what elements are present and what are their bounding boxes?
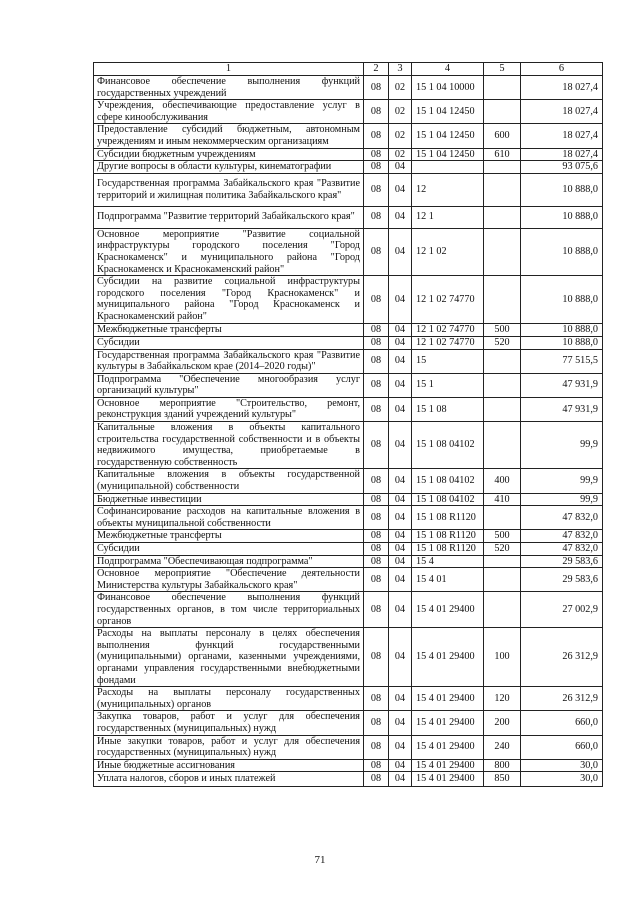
row-subsection-cell: 04 [389,228,412,275]
row-section-cell: 08 [364,568,389,592]
table-row [94,555,603,568]
row-sum-cell: 18 027,4 [521,148,603,161]
row-target-code-cell: 15 4 [412,555,484,568]
row-name-cell: Подпрограмма "Развитие территорий Забайкальского края" [94,206,364,228]
row-section-cell: 08 [364,76,389,100]
row-expense-type-cell [484,173,521,206]
row-expense-type-cell: 410 [484,493,521,506]
row-subsection-cell: 04 [389,373,412,397]
row-sum-cell: 10 888,0 [521,173,603,206]
row-expense-type-cell [484,592,521,628]
row-sum-cell: 10 888,0 [521,323,603,336]
row-subsection-cell: 04 [389,506,412,530]
row-sum-cell: 26 312,9 [521,687,603,711]
row-name-cell: Бюджетные инвестиции [94,493,364,506]
row-section-cell: 08 [364,161,389,174]
row-sum-cell: 10 888,0 [521,336,603,349]
row-section-cell: 08 [364,555,389,568]
row-subsection-cell: 04 [389,161,412,174]
row-expense-type-cell [484,206,521,228]
row-section-cell: 08 [364,772,389,787]
row-target-code-cell: 12 1 [412,206,484,228]
row-target-code-cell: 15 4 01 29400 [412,735,484,759]
table-row [94,735,603,759]
header-col-4: 4 [412,63,484,76]
table-row [94,628,603,687]
row-subsection-cell: 04 [389,276,412,323]
row-sum-cell: 29 583,6 [521,568,603,592]
row-target-code-cell: 15 1 04 12450 [412,148,484,161]
row-subsection-cell: 04 [389,422,412,469]
row-subsection-cell: 04 [389,336,412,349]
row-section-cell: 08 [364,735,389,759]
row-section-cell: 08 [364,228,389,275]
row-sum-cell: 660,0 [521,735,603,759]
row-sum-cell: 47 832,0 [521,506,603,530]
row-expense-type-cell: 520 [484,336,521,349]
row-subsection-cell: 02 [389,124,412,148]
row-section-cell: 08 [364,687,389,711]
row-subsection-cell: 04 [389,628,412,687]
row-target-code-cell: 15 1 04 12450 [412,100,484,124]
row-section-cell: 08 [364,373,389,397]
row-name-cell: Иные закупки товаров, работ и услуг для обеспечения государственных (муниципальных) нужд [94,735,364,759]
row-target-code-cell: 12 [412,173,484,206]
table-row [94,276,603,323]
row-sum-cell: 99,9 [521,422,603,469]
row-expense-type-cell: 500 [484,530,521,543]
table-row [94,711,603,735]
row-target-code-cell: 12 1 02 [412,228,484,275]
row-section-cell: 08 [364,422,389,469]
row-expense-type-cell [484,276,521,323]
row-expense-type-cell: 520 [484,543,521,556]
row-expense-type-cell: 500 [484,323,521,336]
page-number: 71 [314,854,326,866]
row-expense-type-cell [484,397,521,421]
row-subsection-cell: 04 [389,592,412,628]
row-name-cell: Расходы на выплаты персоналу в целях обеспечения выполнения функций государственными (муниципальными) органами, казенными учреждениями, органами управления государственными внебюджетными фондами [94,628,364,687]
row-subsection-cell: 04 [389,568,412,592]
row-name-cell: Софинансирование расходов на капитальные вложения в объекты муниципальной собственности [94,506,364,530]
row-target-code-cell: 15 4 01 29400 [412,711,484,735]
table-row [94,349,603,373]
table-row [94,543,603,556]
row-name-cell: Подпрограмма "Обеспечение многообразия услуг организаций культуры" [94,373,364,397]
row-name-cell: Уплата налогов, сборов и иных платежей [94,772,364,787]
row-target-code-cell: 15 1 08 04102 [412,422,484,469]
row-target-code-cell: 15 1 08 04102 [412,493,484,506]
row-subsection-cell: 04 [389,772,412,787]
row-section-cell: 08 [364,530,389,543]
row-subsection-cell: 04 [389,397,412,421]
row-section-cell: 08 [364,469,389,493]
row-subsection-cell: 04 [389,493,412,506]
row-name-cell: Основное мероприятие "Развитие социальной инфраструктуры городского поселения "Город Краснокаменск" и муниципального района "Город Краснокаменск и Краснокаменский район" [94,228,364,275]
row-section-cell: 08 [364,100,389,124]
row-name-cell: Подпрограмма "Обеспечивающая подпрограмма" [94,555,364,568]
table-row [94,592,603,628]
row-subsection-cell: 04 [389,173,412,206]
row-target-code-cell [412,161,484,174]
table-row [94,469,603,493]
row-expense-type-cell [484,373,521,397]
table-row [94,687,603,711]
budget-table [93,62,603,787]
row-sum-cell: 10 888,0 [521,228,603,275]
row-section-cell: 08 [364,206,389,228]
row-section-cell: 08 [364,397,389,421]
row-expense-type-cell: 850 [484,772,521,787]
table-row [94,530,603,543]
row-target-code-cell: 15 4 01 [412,568,484,592]
table-row [94,759,603,772]
row-expense-type-cell: 610 [484,148,521,161]
table-row [94,422,603,469]
row-sum-cell: 18 027,4 [521,76,603,100]
row-expense-type-cell [484,76,521,100]
row-sum-cell: 99,9 [521,493,603,506]
row-target-code-cell: 15 1 04 10000 [412,76,484,100]
row-sum-cell: 30,0 [521,759,603,772]
table-row [94,336,603,349]
row-expense-type-cell: 200 [484,711,521,735]
row-sum-cell: 29 583,6 [521,555,603,568]
row-expense-type-cell [484,422,521,469]
row-section-cell: 08 [364,506,389,530]
row-name-cell: Субсидии [94,336,364,349]
row-section-cell: 08 [364,173,389,206]
row-sum-cell: 18 027,4 [521,124,603,148]
budget-table-body [94,63,603,787]
row-expense-type-cell [484,555,521,568]
row-name-cell: Закупка товаров, работ и услуг для обеспечения государственных (муниципальных) нужд [94,711,364,735]
table-row [94,772,603,787]
row-section-cell: 08 [364,349,389,373]
row-expense-type-cell [484,228,521,275]
row-expense-type-cell [484,568,521,592]
row-sum-cell: 93 075,6 [521,161,603,174]
row-name-cell: Субсидии бюджетным учреждениям [94,148,364,161]
row-subsection-cell: 04 [389,323,412,336]
row-expense-type-cell: 100 [484,628,521,687]
table-header-row [94,63,603,76]
row-subsection-cell: 02 [389,148,412,161]
row-expense-type-cell [484,100,521,124]
header-col-5: 5 [484,63,521,76]
row-subsection-cell: 04 [389,349,412,373]
row-expense-type-cell: 800 [484,759,521,772]
row-expense-type-cell [484,161,521,174]
row-section-cell: 08 [364,592,389,628]
table-row [94,206,603,228]
row-target-code-cell: 15 1 04 12450 [412,124,484,148]
row-name-cell: Межбюджетные трансферты [94,323,364,336]
row-name-cell: Предоставление субсидий бюджетным, автономным учреждениям и иным некоммерческим организациям [94,124,364,148]
row-sum-cell: 30,0 [521,772,603,787]
table-row [94,373,603,397]
row-target-code-cell: 15 4 01 29400 [412,592,484,628]
row-section-cell: 08 [364,711,389,735]
row-section-cell: 08 [364,336,389,349]
row-name-cell: Капитальные вложения в объекты капитального строительства государственной собственности и в объекты недвижимого имущества, приобретаемые в государственную собственность [94,422,364,469]
row-section-cell: 08 [364,276,389,323]
table-row [94,100,603,124]
row-sum-cell: 99,9 [521,469,603,493]
row-name-cell: Государственная программа Забайкальского края "Развитие территорий и жилищная политика Забайкальского края" [94,173,364,206]
table-row [94,323,603,336]
row-subsection-cell: 04 [389,530,412,543]
row-sum-cell: 27 002,9 [521,592,603,628]
table-row [94,173,603,206]
row-target-code-cell: 15 1 08 [412,397,484,421]
row-subsection-cell: 04 [389,711,412,735]
table-row [94,568,603,592]
row-sum-cell: 47 931,9 [521,373,603,397]
row-name-cell: Основное мероприятие "Обеспечение деятельности Министерства культуры Забайкальского края" [94,568,364,592]
row-section-cell: 08 [364,759,389,772]
row-expense-type-cell [484,506,521,530]
row-subsection-cell: 02 [389,76,412,100]
row-subsection-cell: 04 [389,735,412,759]
row-target-code-cell: 12 1 02 74770 [412,323,484,336]
row-target-code-cell: 15 4 01 29400 [412,759,484,772]
row-subsection-cell: 04 [389,687,412,711]
row-target-code-cell: 15 1 08 R1120 [412,506,484,530]
row-name-cell: Учреждения, обеспечивающие предоставление услуг в сфере кинообслуживания [94,100,364,124]
row-name-cell: Финансовое обеспечение выполнения функций государственных учреждений [94,76,364,100]
row-expense-type-cell [484,349,521,373]
row-expense-type-cell: 240 [484,735,521,759]
row-name-cell: Межбюджетные трансферты [94,530,364,543]
table-row [94,397,603,421]
row-name-cell: Государственная программа Забайкальского края "Развитие культуры в Забайкальском крае (2014–2020 годы)" [94,349,364,373]
row-name-cell: Субсидии на развитие социальной инфраструктуры городского поселения "Город Краснокаменск" и муниципального района "Город Краснокаменск и Краснокаменский район" [94,276,364,323]
header-col-1: 1 [94,63,364,76]
row-target-code-cell: 15 4 01 29400 [412,772,484,787]
row-target-code-cell: 15 1 08 R1120 [412,543,484,556]
row-section-cell: 08 [364,543,389,556]
table-row [94,76,603,100]
row-section-cell: 08 [364,628,389,687]
row-subsection-cell: 02 [389,100,412,124]
row-target-code-cell: 15 4 01 29400 [412,687,484,711]
row-sum-cell: 18 027,4 [521,100,603,124]
row-name-cell: Субсидии [94,543,364,556]
row-name-cell: Расходы на выплаты персоналу государственных (муниципальных) органов [94,687,364,711]
row-subsection-cell: 04 [389,543,412,556]
row-target-code-cell: 15 4 01 29400 [412,628,484,687]
row-name-cell: Иные бюджетные ассигнования [94,759,364,772]
row-expense-type-cell: 400 [484,469,521,493]
row-target-code-cell: 15 1 08 R1120 [412,530,484,543]
row-sum-cell: 660,0 [521,711,603,735]
table-row [94,124,603,148]
row-sum-cell: 47 832,0 [521,530,603,543]
table-row [94,493,603,506]
row-subsection-cell: 04 [389,206,412,228]
row-section-cell: 08 [364,148,389,161]
row-target-code-cell: 12 1 02 74770 [412,276,484,323]
row-subsection-cell: 04 [389,759,412,772]
row-sum-cell: 26 312,9 [521,628,603,687]
table-row [94,228,603,275]
row-section-cell: 08 [364,323,389,336]
table-row [94,148,603,161]
row-target-code-cell: 15 1 08 04102 [412,469,484,493]
row-sum-cell: 77 515,5 [521,349,603,373]
row-section-cell: 08 [364,124,389,148]
row-target-code-cell: 15 [412,349,484,373]
row-sum-cell: 10 888,0 [521,276,603,323]
row-subsection-cell: 04 [389,555,412,568]
row-sum-cell: 10 888,0 [521,206,603,228]
table-row [94,506,603,530]
row-sum-cell: 47 832,0 [521,543,603,556]
table-row [94,161,603,174]
row-name-cell: Капитальные вложения в объекты государственной (муниципальной) собственности [94,469,364,493]
row-section-cell: 08 [364,493,389,506]
header-col-2: 2 [364,63,389,76]
row-subsection-cell: 04 [389,469,412,493]
row-sum-cell: 47 931,9 [521,397,603,421]
row-name-cell: Другие вопросы в области культуры, кинематографии [94,161,364,174]
row-expense-type-cell: 600 [484,124,521,148]
header-col-6: 6 [521,63,603,76]
row-target-code-cell: 12 1 02 74770 [412,336,484,349]
header-col-3: 3 [389,63,412,76]
row-name-cell: Финансовое обеспечение выполнения функций государственных органов, в том числе территориальных органов [94,592,364,628]
row-target-code-cell: 15 1 [412,373,484,397]
row-name-cell: Основное мероприятие "Строительство, ремонт, реконструкция зданий учреждений культуры" [94,397,364,421]
row-expense-type-cell: 120 [484,687,521,711]
